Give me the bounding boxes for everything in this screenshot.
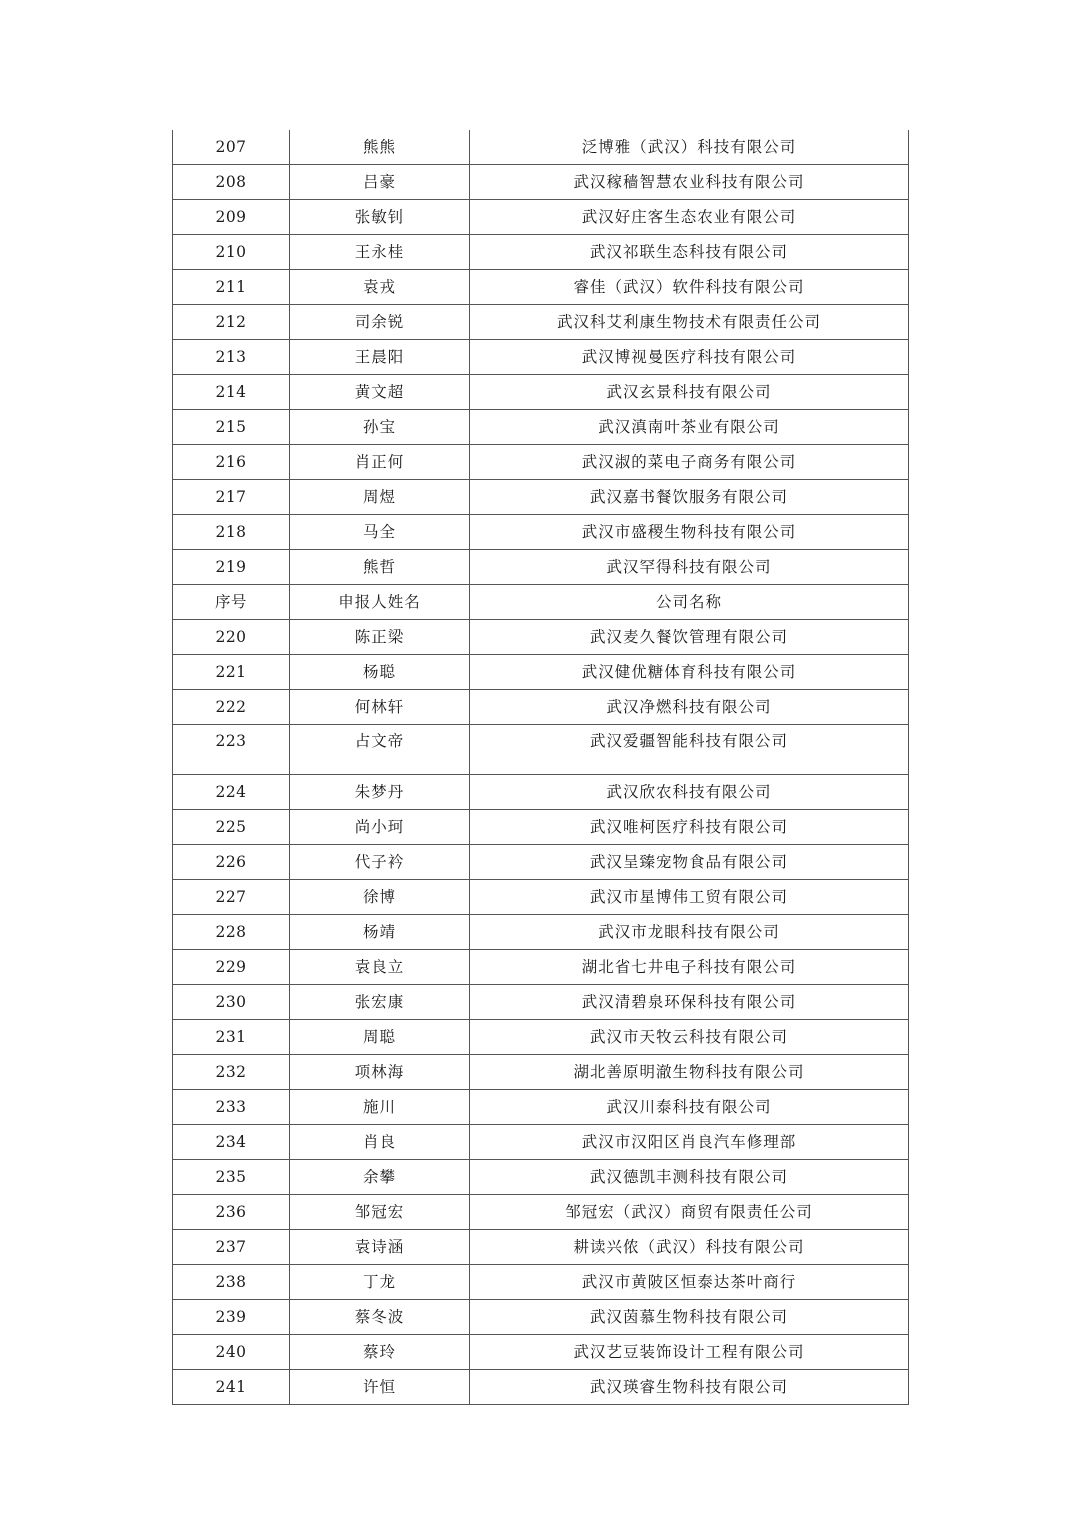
table-row [173,725,909,775]
applicant-name: 徐博 [290,880,470,915]
company-name: 武汉茵慕生物科技有限公司 [470,1300,909,1335]
serial-number: 214 [173,375,290,410]
applicant-name: 孙宝 [290,410,470,445]
serial-number: 228 [173,915,290,950]
applicant-name: 丁龙 [290,1265,470,1300]
table-row [173,305,909,340]
table-row [173,515,909,550]
table-row [173,1160,909,1195]
table-row [173,235,909,270]
company-name: 湖北善原明澈生物科技有限公司 [470,1055,909,1090]
applicant-name: 马全 [290,515,470,550]
serial-number: 241 [173,1370,290,1405]
company-name: 武汉市汉阳区肖良汽车修理部 [470,1125,909,1160]
table-row [173,985,909,1020]
company-name: 武汉艺豆装饰设计工程有限公司 [470,1335,909,1370]
serial-number: 239 [173,1300,290,1335]
applicant-name: 肖正何 [290,445,470,480]
applicant-name: 邹冠宏 [290,1195,470,1230]
table-row [173,1265,909,1300]
serial-number: 220 [173,620,290,655]
serial-number: 223 [173,725,290,775]
applicant-name: 蔡玲 [290,1335,470,1370]
applicant-name: 王晨阳 [290,340,470,375]
table-header-row [173,585,909,620]
company-name: 武汉好庄客生态农业有限公司 [470,200,909,235]
company-name: 湖北省七井电子科技有限公司 [470,950,909,985]
serial-number: 209 [173,200,290,235]
applicant-name: 司余锐 [290,305,470,340]
table-row [173,775,909,810]
applicant-name: 肖良 [290,1125,470,1160]
applicant-table [172,130,909,1405]
table-row [173,1055,909,1090]
table-row [173,550,909,585]
company-name: 武汉健优糖体育科技有限公司 [470,655,909,690]
serial-number: 222 [173,690,290,725]
company-name: 武汉麦久餐饮管理有限公司 [470,620,909,655]
applicant-name: 杨靖 [290,915,470,950]
serial-number: 226 [173,845,290,880]
company-name: 武汉欣农科技有限公司 [470,775,909,810]
company-name: 邹冠宏（武汉）商贸有限责任公司 [470,1195,909,1230]
company-name: 武汉德凯丰测科技有限公司 [470,1160,909,1195]
company-name: 武汉嘉书餐饮服务有限公司 [470,480,909,515]
serial-number: 230 [173,985,290,1020]
applicant-name: 陈正梁 [290,620,470,655]
applicant-name: 袁良立 [290,950,470,985]
table-row [173,1125,909,1160]
serial-number: 212 [173,305,290,340]
table-row [173,340,909,375]
serial-number: 217 [173,480,290,515]
company-name: 武汉市龙眼科技有限公司 [470,915,909,950]
table-row [173,1020,909,1055]
table-row [173,845,909,880]
table-row [173,690,909,725]
serial-number: 210 [173,235,290,270]
company-name: 武汉淑的菜电子商务有限公司 [470,445,909,480]
applicant-name: 吕豪 [290,165,470,200]
table-row [173,655,909,690]
company-name: 武汉市天牧云科技有限公司 [470,1020,909,1055]
serial-number: 237 [173,1230,290,1265]
applicant-name: 黄文超 [290,375,470,410]
applicant-name: 代子衿 [290,845,470,880]
applicant-name: 占文帝 [290,725,470,775]
company-name: 武汉呈臻宠物食品有限公司 [470,845,909,880]
table-row [173,620,909,655]
company-name: 武汉祁联生态科技有限公司 [470,235,909,270]
serial-number: 236 [173,1195,290,1230]
table-row [173,950,909,985]
company-name: 睿佳（武汉）软件科技有限公司 [470,270,909,305]
serial-number: 240 [173,1335,290,1370]
serial-number: 232 [173,1055,290,1090]
serial-number: 231 [173,1020,290,1055]
company-name: 武汉市星博伟工贸有限公司 [470,880,909,915]
company-name: 武汉市黄陂区恒泰达茶叶商行 [470,1265,909,1300]
applicant-name: 张宏康 [290,985,470,1020]
applicant-name: 周聪 [290,1020,470,1055]
serial-number: 215 [173,410,290,445]
serial-number: 211 [173,270,290,305]
serial-number: 238 [173,1265,290,1300]
company-name: 武汉清碧泉环保科技有限公司 [470,985,909,1020]
applicant-name: 朱梦丹 [290,775,470,810]
serial-number: 213 [173,340,290,375]
table-row [173,1090,909,1125]
table-row [173,445,909,480]
applicant-name: 许恒 [290,1370,470,1405]
table-row [173,165,909,200]
applicant-name: 施川 [290,1090,470,1125]
applicant-name: 熊熊 [290,130,470,165]
table-row [173,270,909,305]
table-row [173,1230,909,1265]
table-row [173,880,909,915]
company-name: 泛博雅（武汉）科技有限公司 [470,130,909,165]
applicant-name: 王永桂 [290,235,470,270]
table-row [173,410,909,445]
applicant-name: 周煜 [290,480,470,515]
serial-number: 219 [173,550,290,585]
company-name: 武汉川泰科技有限公司 [470,1090,909,1125]
applicant-name: 何林轩 [290,690,470,725]
applicant-name: 尚小珂 [290,810,470,845]
serial-number: 221 [173,655,290,690]
serial-number: 227 [173,880,290,915]
serial-number: 234 [173,1125,290,1160]
serial-number: 218 [173,515,290,550]
serial-number: 235 [173,1160,290,1195]
company-name: 武汉玄景科技有限公司 [470,375,909,410]
table-row [173,810,909,845]
company-name: 武汉博视曼医疗科技有限公司 [470,340,909,375]
serial-number: 225 [173,810,290,845]
table-row [173,1335,909,1370]
serial-number: 216 [173,445,290,480]
applicant-table-page [172,130,908,1405]
serial-number: 207 [173,130,290,165]
table-row [173,200,909,235]
table-row [173,915,909,950]
company-name: 耕读兴侬（武汉）科技有限公司 [470,1230,909,1265]
company-name: 武汉唯柯医疗科技有限公司 [470,810,909,845]
company-name: 武汉滇南叶茶业有限公司 [470,410,909,445]
serial-number: 224 [173,775,290,810]
header-company-name: 公司名称 [470,585,909,620]
applicant-table-body [173,130,909,1405]
table-row [173,130,909,165]
company-name: 武汉罕得科技有限公司 [470,550,909,585]
table-row [173,1370,909,1405]
applicant-name: 余攀 [290,1160,470,1195]
serial-number: 229 [173,950,290,985]
company-name: 武汉市盛稷生物科技有限公司 [470,515,909,550]
serial-number: 208 [173,165,290,200]
header-serial-number: 序号 [173,585,290,620]
applicant-name: 杨聪 [290,655,470,690]
company-name: 武汉瑛睿生物科技有限公司 [470,1370,909,1405]
company-name: 武汉爱疆智能科技有限公司 [470,725,909,775]
company-name: 武汉稼穑智慧农业科技有限公司 [470,165,909,200]
applicant-name: 项林海 [290,1055,470,1090]
applicant-name: 蔡冬波 [290,1300,470,1335]
table-row [173,480,909,515]
header-applicant-name: 申报人姓名 [290,585,470,620]
applicant-name: 袁诗涵 [290,1230,470,1265]
applicant-name: 熊哲 [290,550,470,585]
applicant-name: 张敏钊 [290,200,470,235]
table-row [173,1300,909,1335]
company-name: 武汉科艾利康生物技术有限责任公司 [470,305,909,340]
serial-number: 233 [173,1090,290,1125]
company-name: 武汉净燃科技有限公司 [470,690,909,725]
applicant-name: 袁戎 [290,270,470,305]
table-row [173,1195,909,1230]
table-row [173,375,909,410]
